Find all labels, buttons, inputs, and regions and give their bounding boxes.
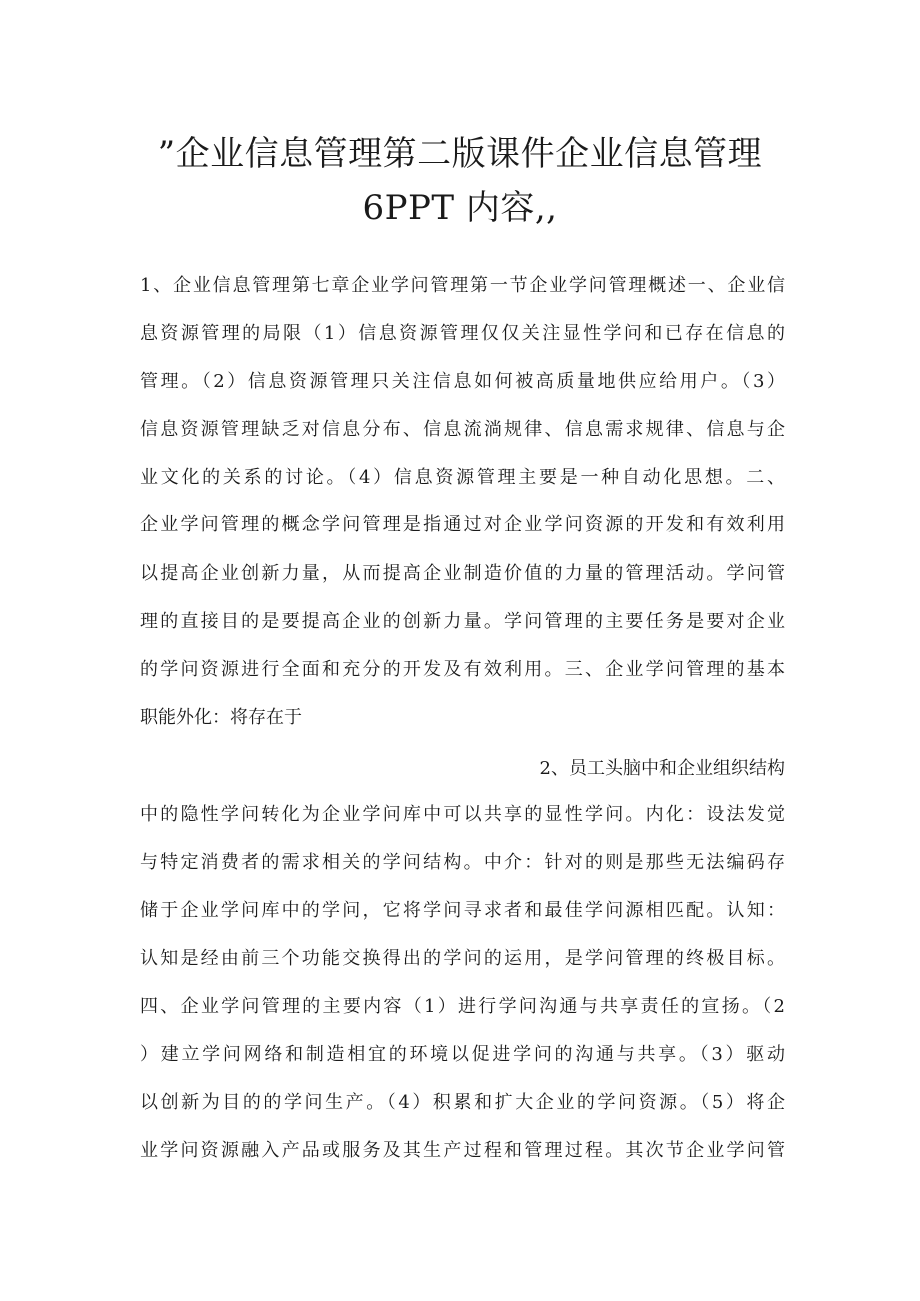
paragraph-line: 中的隐性学问转化为企业学问库中可以共享的显性学问。内化：设法发觉 <box>140 804 785 825</box>
document-title-line-1: ”企业信息管理第二版课件企业信息管理 <box>157 134 763 174</box>
paragraph-line: 认知是经由前三个功能交换得出的学问的运用，是学问管理的终极目标。 <box>140 948 785 969</box>
paragraph-line: 四、企业学问管理的主要内容（1）进行学问沟通与共享责任的宣扬。（2 <box>140 996 785 1017</box>
section-2-heading-line: 2、员工头脑中和企业组织结构 <box>539 758 785 779</box>
paragraph-line: 息资源管理的局限（1）信息资源管理仅仅关注显性学问和已存在信息的 <box>140 323 785 344</box>
paragraph-line: 与特定消费者的需求相关的学问结构。中介：针对的则是那些无法编码存 <box>140 852 785 873</box>
paragraph-line: 以创新为目的的学问生产。（4）积累和扩大企业的学问资源。（5）将企 <box>140 1092 785 1113</box>
document-title-line-2: 6PPT 内容,, <box>362 188 558 228</box>
paragraph-line: 的学问资源进行全面和充分的开发及有效利用。三、企业学问管理的基本 <box>140 659 785 680</box>
paragraph-line: 管理。（2）信息资源管理只关注信息如何被高质量地供应给用户。（3） <box>140 371 785 392</box>
paragraph-line: 理的直接目的是要提高企业的创新力量。学问管理的主要任务是要对企业 <box>140 611 785 632</box>
paragraph-line: 职能外化：将存在于 <box>140 707 302 728</box>
paragraph-line: 业学问资源融入产品或服务及其生产过程和管理过程。其次节企业学问管 <box>140 1140 785 1161</box>
paragraph-line: 储于企业学问库中的学问，它将学问寻求者和最佳学问源相匹配。认知： <box>140 900 785 921</box>
paragraph-line: ）建立学问网络和制造相宜的环境以促进学问的沟通与共享。（3）驱动 <box>140 1044 785 1065</box>
paragraph-line: 以提高企业创新力量，从而提高企业制造价值的力量的管理活动。学问管 <box>140 563 785 584</box>
paragraph-line: 业文化的关系的讨论。（4）信息资源管理主要是一种自动化思想。二、 <box>140 467 785 488</box>
paragraph-line: 信息资源管理缺乏对信息分布、信息流淌规律、信息需求规律、信息与企 <box>140 419 785 440</box>
paragraph-line: 1、企业信息管理第七章企业学问管理第一节企业学问管理概述一、企业信 <box>140 275 785 296</box>
paragraph-line: 企业学问管理的概念学问管理是指通过对企业学问资源的开发和有效利用 <box>140 514 785 535</box>
